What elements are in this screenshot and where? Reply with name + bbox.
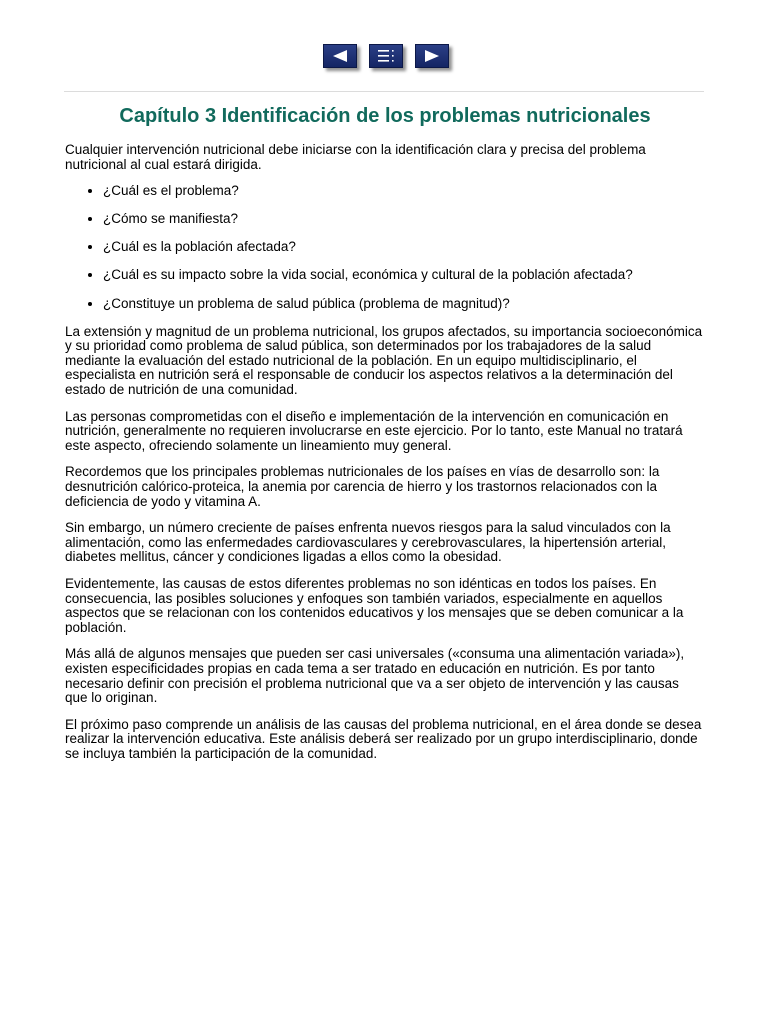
body-paragraph: Sin embargo, un número creciente de países enfrenta nuevos riesgos para la salud vinculados con la alimentación, como las enfermedades cardiovasculares y cerebrovasculares, la hipertensión arterial, diabetes mellitus, cáncer y condiciones ligadas a ellos como la obesidad. xyxy=(65,520,671,565)
previous-page-button[interactable] xyxy=(323,44,357,68)
list-item: • ¿Cómo se manifiesta? xyxy=(103,212,705,227)
body-paragraph: Más allá de algunos mensajes que pueden ser casi universales («consuma una alimentación variada»), existen especificidades propias en cada tema a ser tratado en educación en nutrición. Es por tanto necesario definir con precisión el problema nutricional que va a ser objeto de intervención y las causas que lo originan. xyxy=(65,646,685,706)
list-item: • ¿Cuál es el problema? xyxy=(103,184,705,199)
navigation-bar xyxy=(323,44,449,68)
table-of-contents-icon xyxy=(377,49,395,63)
body-paragraph: Evidentemente, las causas de estos diferentes problemas no son idénticas en todos los países. En consecuencia, las posibles soluciones y enfoques son también variados, especialmente en aquellos aspectos que se relacionan con los contenidos educativos y los mensajes que se deben comunicar a la población. xyxy=(65,575,684,635)
question-list xyxy=(65,184,705,311)
list-item: • ¿Cuál es su impacto sobre la vida social, económica y cultural de la población afectada? xyxy=(103,268,705,283)
header-divider xyxy=(64,91,704,92)
next-page-button[interactable] xyxy=(415,44,449,68)
arrow-right-icon xyxy=(423,50,441,62)
chapter-title: Capítulo 3 Identificación de los problemas nutricionales xyxy=(119,105,651,127)
list-item: • ¿Constituye un problema de salud pública (problema de magnitud)? xyxy=(103,297,705,312)
body-paragraph: La extensión y magnitud de un problema nutricional, los grupos afectados, su importancia socioeconómica y su prioridad como problema de salud pública, son determinados por los trabajadores de la salud mediante la evaluación del estado nutricional de la población. En un equipo multidisciplinario, el especialista en nutrición será el responsable de conducir los aspectos relativos a la determinación del estado de nutrición de una comunidad. xyxy=(65,323,703,398)
body-paragraph: Las personas comprometidas con el diseño e implementación de la intervención en comunicación en nutrición, generalmente no requieren involucrarse en este ejercicio. Por lo tanto, este Manual no tratará este aspecto, ofreciendo solamente un lineamiento muy general. xyxy=(65,408,683,453)
body-paragraph: El próximo paso comprende un análisis de las causas del problema nutricional, en el área donde se desea realizar la intervención educativa. Este análisis deberá ser realizado por un grupo interdisciplinario, donde se incluya también la participación de la comunidad. xyxy=(65,716,702,761)
intro-paragraph: Cualquier intervención nutricional debe iniciarse con la identificación clara y precisa del problema nutricional al cual estará dirigida. xyxy=(65,142,646,172)
arrow-left-icon xyxy=(331,50,349,62)
list-item: • ¿Cuál es la población afectada? xyxy=(103,240,705,255)
body-paragraph: Recordemos que los principales problemas nutricionales de los países en vías de desarrollo son: la desnutrición calórico-proteica, la anemia por carencia de hierro y los trastornos relacionados con la deficiencia de yodo y vitamina A. xyxy=(65,464,660,509)
chapter-content xyxy=(65,103,705,774)
contents-button[interactable] xyxy=(369,44,403,68)
